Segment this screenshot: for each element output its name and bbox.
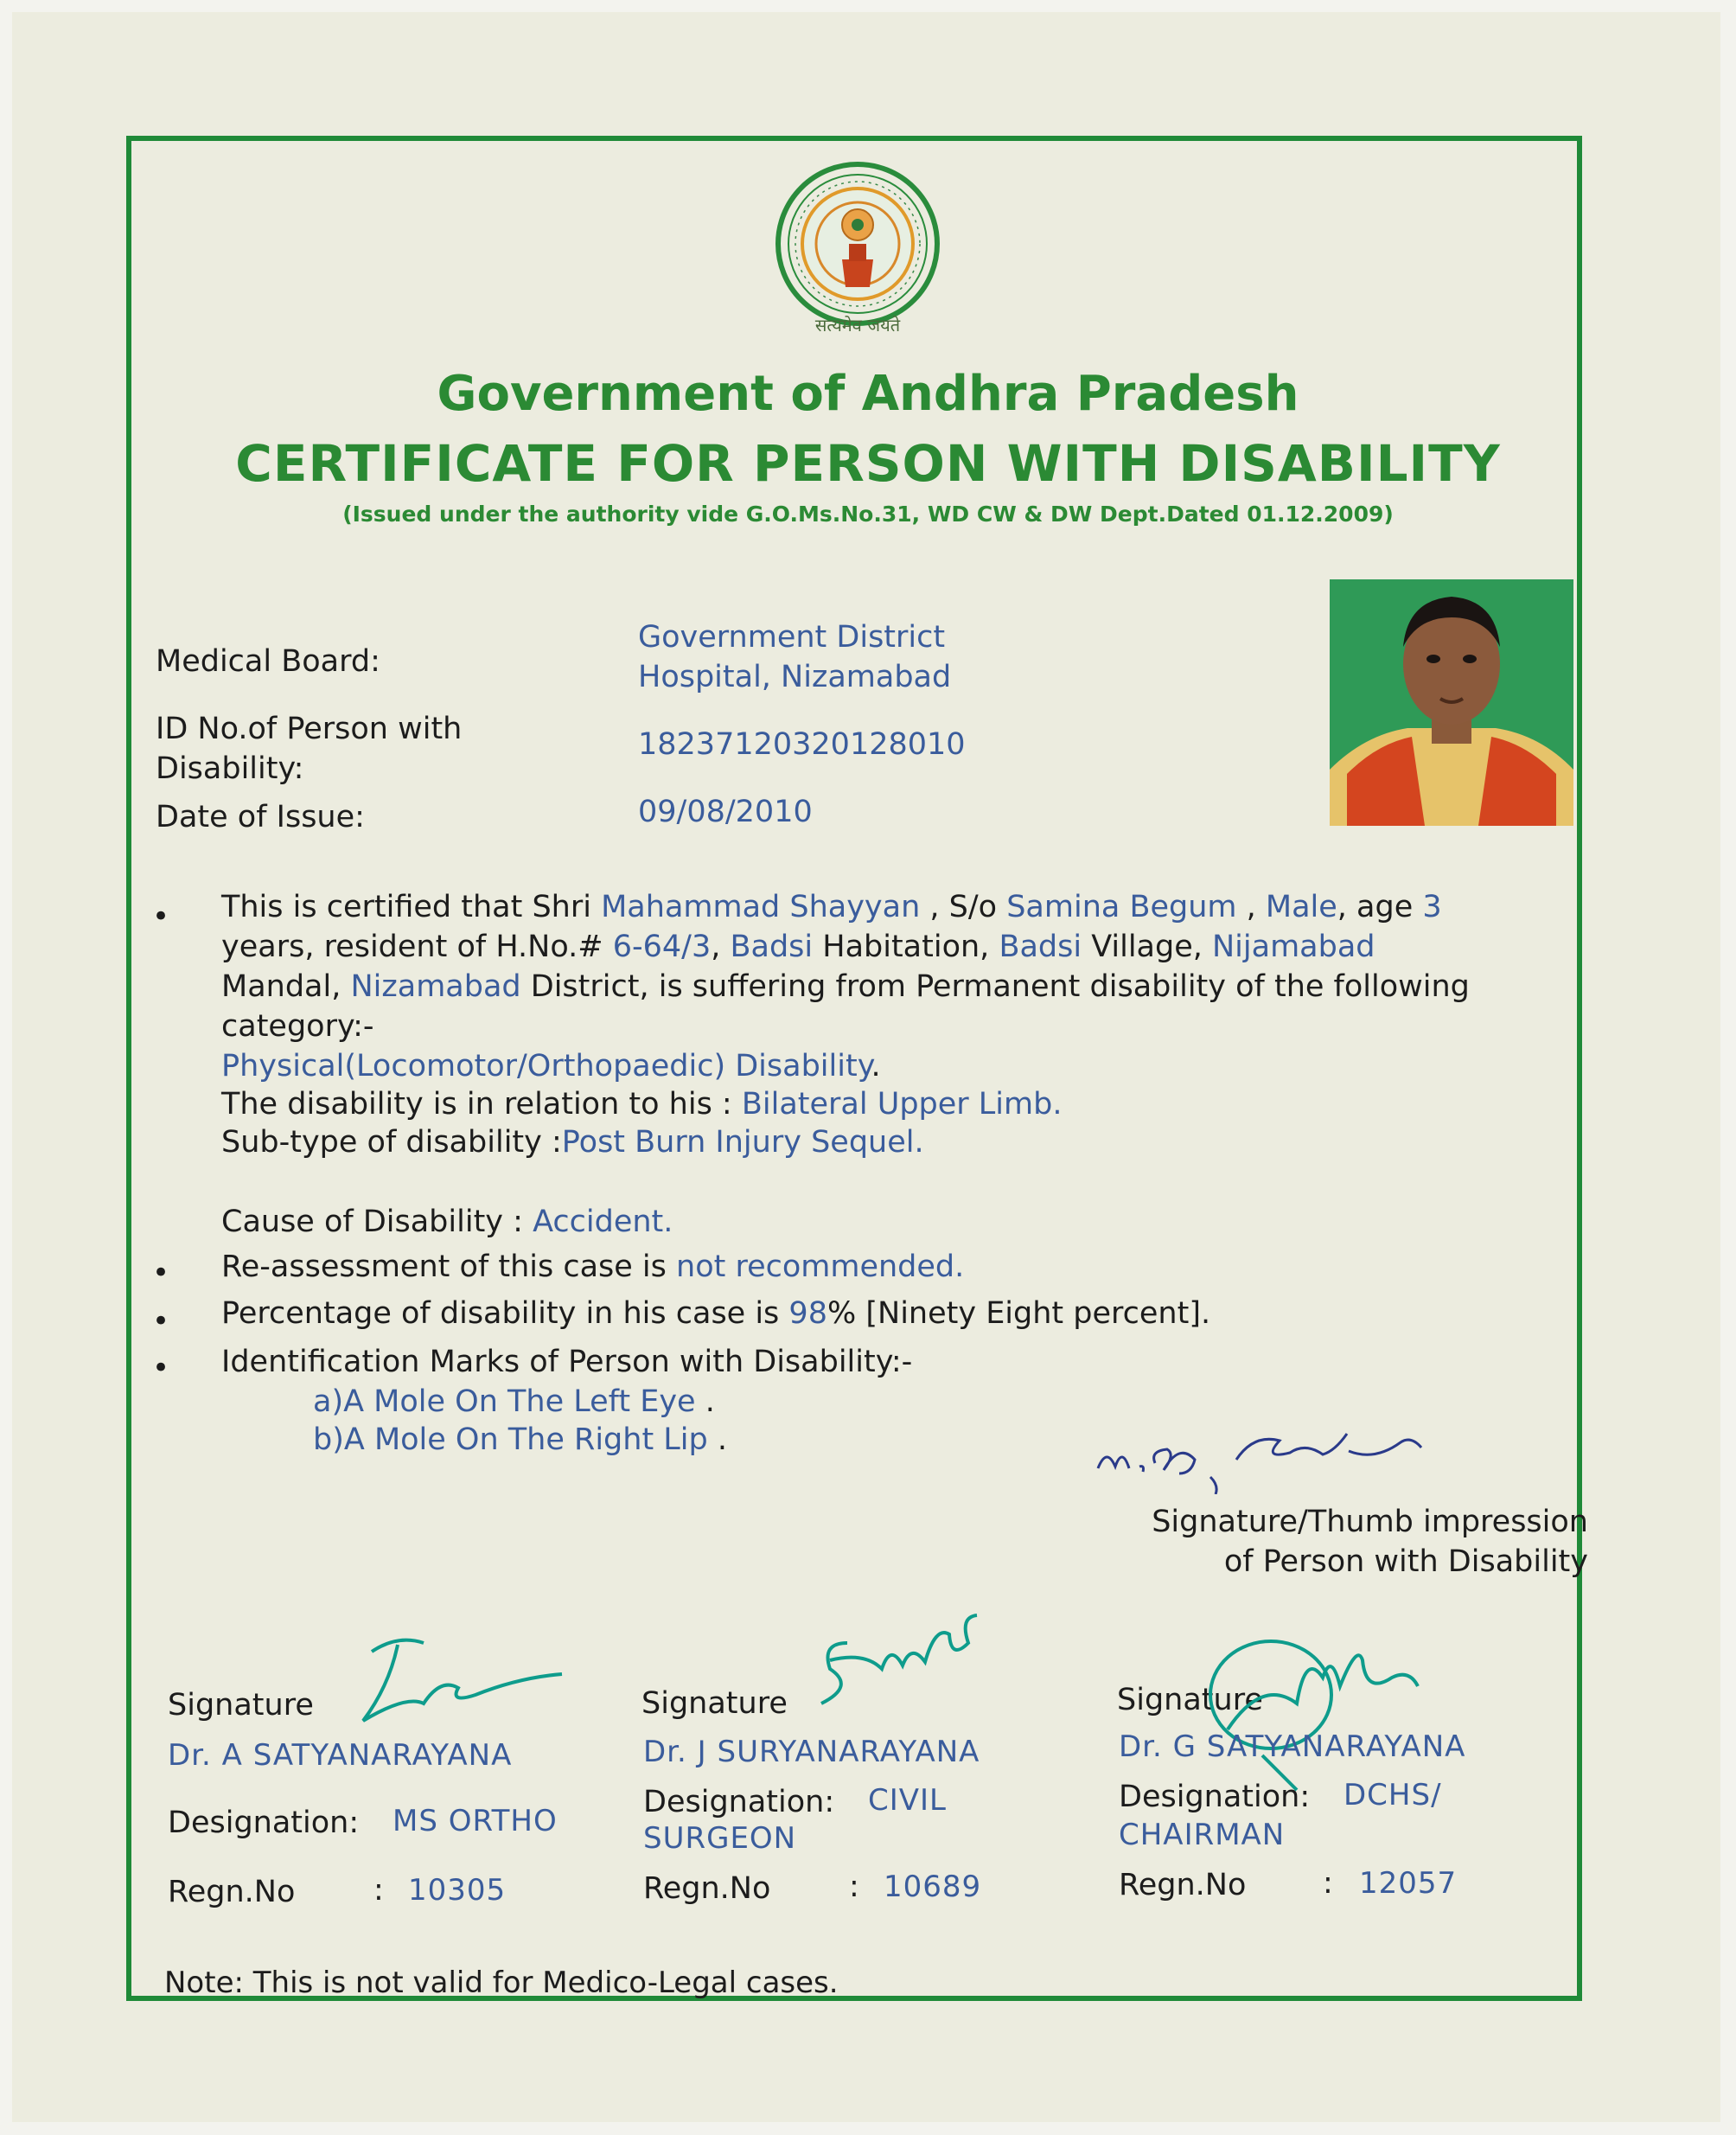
parent-name: Samina Begum	[1006, 890, 1237, 924]
bullet-point: •	[152, 1351, 170, 1385]
bullet-point: •	[152, 1256, 170, 1290]
disability-category: Physical(Locomotor/Orthopaedic) Disability.	[221, 1049, 881, 1083]
signatory-3-regn-colon: :	[1323, 1866, 1333, 1901]
person-signature-label-2: of Person with Disability	[1223, 1544, 1588, 1579]
date-of-issue-label: Date of Issue:	[156, 800, 365, 834]
reassessment-line: Re-assessment of this case is not recommended.	[221, 1250, 965, 1284]
person-photo	[1330, 579, 1573, 826]
certificate-title: CERTIFICATE FOR PERSON WITH DISABILITY	[235, 434, 1501, 493]
signatory-3-name: Dr. G SATYANARAYANA	[1119, 1729, 1466, 1764]
signatory-3-designation-line2: CHAIRMAN	[1119, 1818, 1286, 1852]
signatory-1-designation: MS ORTHO	[393, 1804, 558, 1838]
signatory-2-designation-line2: SURGEON	[643, 1821, 797, 1856]
signatory-2-signature-label: Signature	[641, 1686, 788, 1721]
medical-board-label: Medical Board:	[156, 644, 380, 679]
medical-board-value-line1: Government District	[638, 620, 946, 655]
signatory-1-signature-label: Signature	[168, 1688, 314, 1723]
emblem-motto: सत्यमेव जयते	[814, 315, 901, 336]
bullet-point: •	[152, 899, 170, 934]
cause-of-disability: Cause of Disability : Accident.	[221, 1205, 673, 1239]
signatory-3-regn: 12057	[1359, 1866, 1458, 1901]
disability-subtype: Sub-type of disability :Post Burn Injury Sequel.	[221, 1125, 924, 1160]
government-title: Government of Andhra Pradesh	[437, 366, 1299, 422]
age-value: 3	[1422, 890, 1442, 924]
district-value: Nizamabad	[350, 969, 521, 1004]
person-signature-scribble	[1089, 1399, 1470, 1494]
identification-mark-a: a)A Mole On The Left Eye .	[313, 1384, 715, 1419]
signatory-1-designation-label: Designation:	[168, 1806, 360, 1840]
identification-mark-b: b)A Mole On The Right Lip .	[313, 1422, 728, 1457]
signatory-1-regn: 10305	[408, 1873, 507, 1908]
disability-relation: The disability is in relation to his : Bilateral Upper Limb.	[221, 1087, 1063, 1122]
footer-note: Note: This is not valid for Medico-Legal cases.	[164, 1966, 839, 2000]
signatory-2-regn-label: Regn.No	[643, 1871, 771, 1906]
person-signature-label-1: Signature/Thumb impression	[1152, 1505, 1588, 1539]
signatory-2-signature-scribble	[795, 1608, 986, 1721]
signatory-3-regn-label: Regn.No	[1119, 1868, 1247, 1902]
signatory-3-designation: DCHS/	[1343, 1778, 1442, 1812]
gender-value: Male	[1265, 890, 1337, 924]
date-of-issue-value: 09/08/2010	[638, 795, 813, 829]
certification-line3: Mandal, Nizamabad District, is suffering from Permanent disability of the following	[221, 969, 1470, 1004]
person-name: Mahammad Shayyan	[601, 890, 921, 924]
house-number: 6-64/3	[612, 930, 712, 964]
identification-marks-label: Identification Marks of Person with Disability:-	[221, 1345, 913, 1379]
signatory-1-name: Dr. A SATYANARAYANA	[168, 1738, 513, 1773]
authority-subtitle: (Issued under the authority vide G.O.Ms.No.31, WD CW & DW Dept.Dated 01.12.2009)	[342, 502, 1394, 527]
certification-line1: This is certified that Shri Mahammad Shayyan , S/o Samina Begum , Male, age 3	[221, 890, 1442, 924]
signatory-2-designation: CIVIL	[868, 1783, 947, 1818]
id-label-line2: Disability:	[156, 751, 304, 786]
signatory-3-signature-label: Signature	[1117, 1683, 1263, 1717]
habitation-value: Badsi	[730, 930, 814, 964]
id-value: 18237120320128010	[638, 727, 966, 762]
percentage-line: Percentage of disability in his case is 98% [Ninety Eight percent].	[221, 1296, 1211, 1331]
signatory-1-regn-label: Regn.No	[168, 1875, 296, 1909]
certification-line4: category:-	[221, 1009, 374, 1044]
village-value: Badsi	[999, 930, 1082, 964]
signatory-3-signature-scribble	[1193, 1626, 1452, 1799]
bullet-point: •	[152, 1304, 170, 1339]
signatory-2-name: Dr. J SURYANARAYANA	[643, 1735, 980, 1769]
signatory-2-regn: 10689	[884, 1870, 982, 1904]
signatory-2-regn-colon: :	[849, 1870, 859, 1904]
signatory-1-regn-colon: :	[373, 1873, 384, 1908]
signatory-1-signature-scribble	[346, 1626, 571, 1738]
certification-line2: years, resident of H.No.# 6-64/3, Badsi Habitation, Badsi Village, Nijamabad	[221, 930, 1375, 964]
child-portrait-image	[1330, 579, 1573, 826]
mandal-value: Nijamabad	[1212, 930, 1375, 964]
id-label-line1: ID No.of Person with	[156, 712, 463, 746]
signatory-3-designation-label: Designation:	[1119, 1780, 1311, 1814]
medical-board-value-line2: Hospital, Nizamabad	[638, 660, 952, 694]
signatory-2-designation-label: Designation:	[643, 1785, 835, 1819]
